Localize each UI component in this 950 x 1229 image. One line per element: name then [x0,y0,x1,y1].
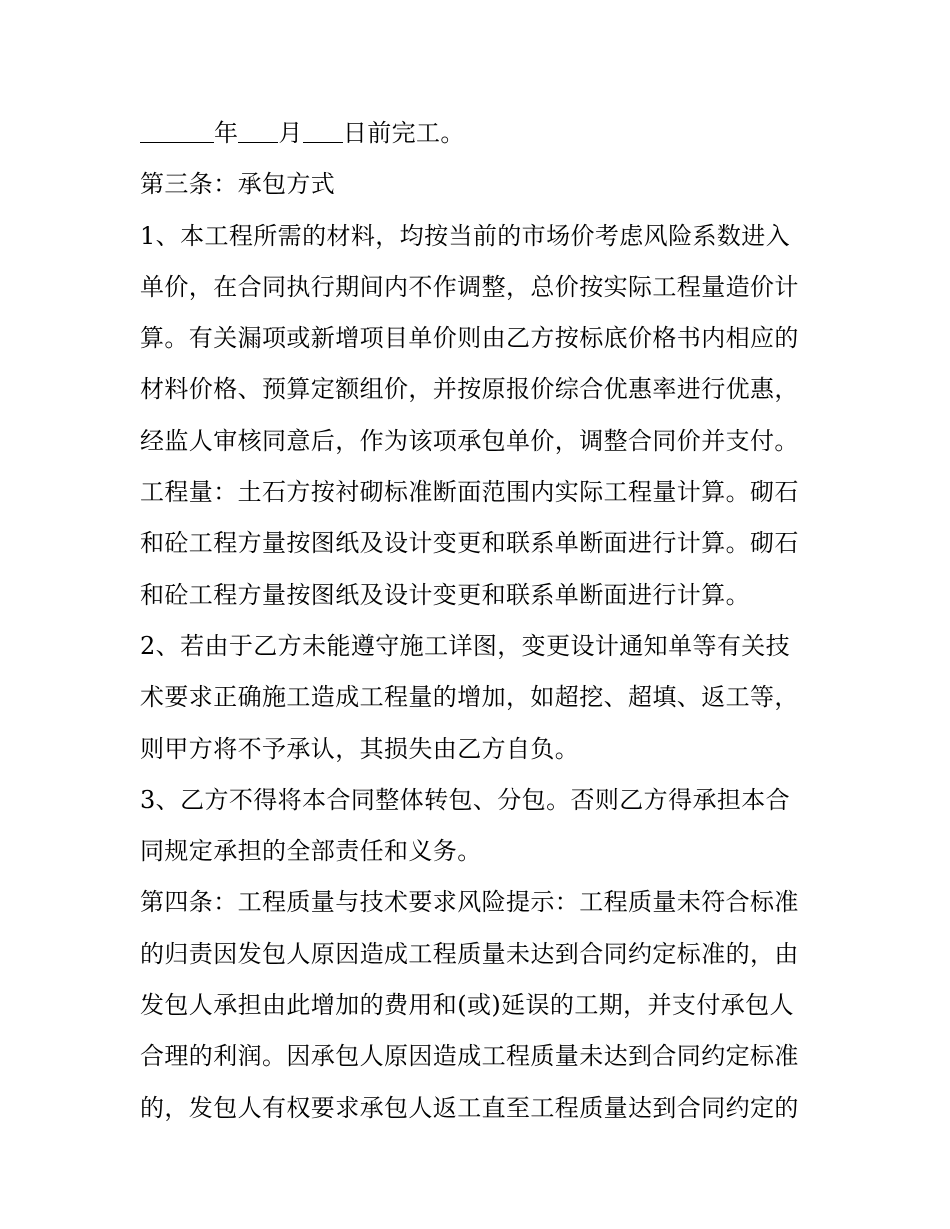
month-label: 月 [278,119,303,147]
article-4-heading: 第四条：工程质量与技术要求风险提示：工程质量未符合标准 [140,888,799,917]
text-line: 经监人审核同意后，作为该项承包单价，调整合同价并支付。 [140,426,799,455]
month-blank [238,118,278,143]
completion-date-line [140,108,820,159]
article-3-heading: 第三条：承包方式 [140,170,336,199]
text-line: 和砼工程方量按图纸及设计变更和联系单断面进行计算。 [140,580,750,609]
day-blank [303,118,343,143]
text-line: 和砼工程方量按图纸及设计变更和联系单断面进行计算。砌石 [140,529,799,558]
year-label: 年 [214,119,239,147]
text-line: 同规定承担的全部责任和义务。 [140,837,482,866]
text-line: 工程量：土石方按衬砌标准断面范围内实际工程量计算。砌石 [140,478,799,507]
text-line: 合理的利润。因承包人原因造成工程质量未达到合同约定标准 [140,1042,799,1071]
text-line: 算。有关漏项或新增项目单价则由乙方按标底价格书内相应的 [140,324,799,353]
text-line: 材料价格、预算定额组价，并按原报价综合优惠率进行优惠， [140,375,799,404]
text-line: 3、乙方不得将本合同整体转包、分包。否则乙方得承担本合 [140,785,791,814]
text-line: 则甲方将不予承认，其损失由乙方自负。 [140,734,580,763]
day-label: 日前完工。 [342,119,465,147]
year-blank [140,118,214,143]
text-line: 术要求正确施工造成工程量的增加，如超挖、超填、返工等， [140,683,799,712]
text-line: 发包人承担由此增加的费用和(或)延误的工期，并支付承包人 [140,991,794,1020]
text-line: 单价，在合同执行期间内不作调整，总价按实际工程量造价计 [140,272,799,301]
text-line: 1、本工程所需的材料，均按当前的市场价考虑风险系数进入 [140,221,791,250]
text-line: 2、若由于乙方未能遵守施工详图，变更设计通知单等有关技 [140,631,791,660]
text-line: 的，发包人有权要求承包人返工直至工程质量达到合同约定的 [140,1093,799,1122]
document-body [140,108,820,1134]
text-line: 的归责因发包人原因造成工程质量未达到合同约定标准的，由 [140,939,799,968]
